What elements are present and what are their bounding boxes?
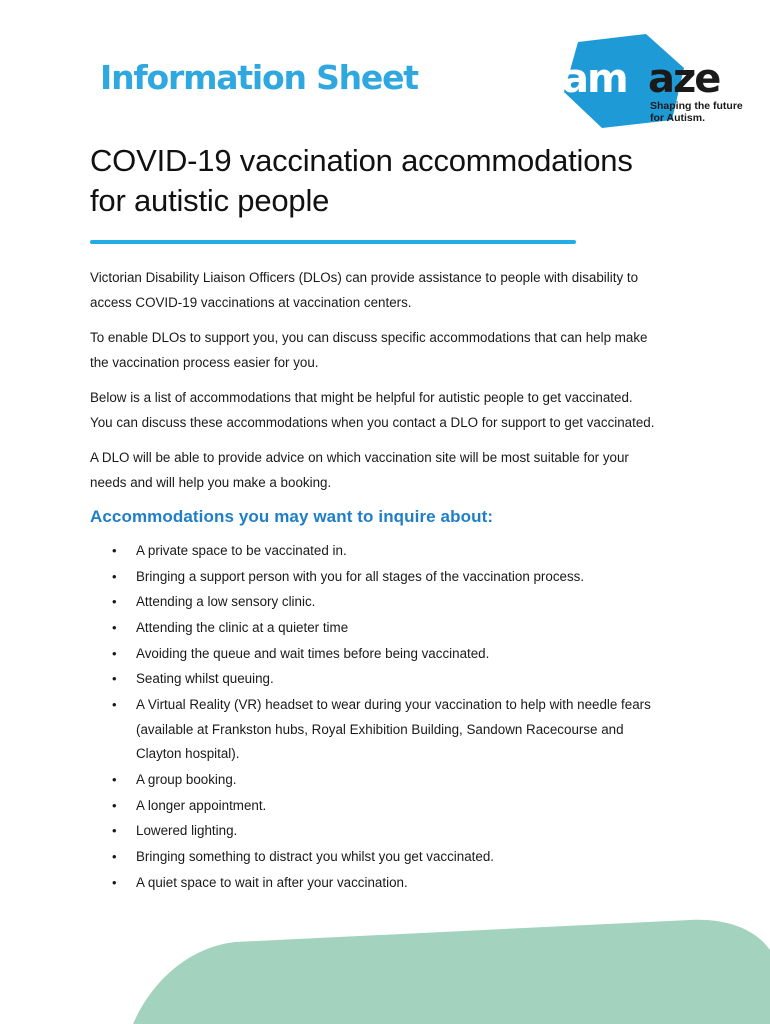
list-item-text: Attending a low sensory clinic. — [136, 594, 316, 610]
accommodations-list — [112, 539, 712, 896]
list-item-text: Avoiding the queue and wait times before being vaccinated. — [136, 645, 490, 661]
bullet-icon: • — [112, 645, 117, 661]
footer-wave-shape — [133, 920, 770, 1024]
list-item-text: A group booking. — [136, 771, 237, 787]
list-item — [112, 794, 712, 819]
bullet-icon: • — [112, 797, 117, 813]
bullet-icon: • — [112, 848, 117, 864]
logo-tagline-line2: for Autism. — [650, 112, 706, 124]
intro-text — [90, 266, 690, 506]
logo-wordmark-am: am — [562, 56, 627, 102]
list-item-text: A quiet space to wait in after your vaccination. — [136, 874, 408, 890]
list-item — [112, 642, 712, 667]
list-item-text: A Virtual Reality (VR) headset to wear during your vaccination to help with needle fears — [136, 697, 651, 713]
list-item-text: Bringing a support person with you for all stages of the vaccination process. — [136, 568, 585, 584]
page-title — [90, 141, 710, 221]
bullet-icon: • — [112, 620, 117, 636]
list-item-text: (available at Frankston hubs, Royal Exhibition Building, Sandown Racecourse and — [136, 721, 624, 737]
list-item-text: A longer appointment. — [136, 797, 267, 813]
sheet-label: Information Sheet — [100, 58, 418, 97]
bullet-icon: • — [112, 697, 117, 713]
paragraph-line: the vaccination process easier for you. — [90, 354, 319, 370]
logo-tagline-line1: Shaping the future — [650, 100, 743, 112]
list-item — [112, 667, 712, 692]
paragraph-line: needs and will help you make a booking. — [90, 474, 332, 490]
accommodations-heading: Accommodations you may want to inquire about: — [90, 507, 494, 526]
list-item-text: Bringing something to distract you whilst you get vaccinated. — [136, 848, 495, 864]
list-item — [112, 768, 712, 793]
paragraph-line: access COVID-19 vaccinations at vaccination centers. — [90, 294, 412, 310]
intro-paragraph — [90, 266, 690, 315]
list-item-text: Clayton hospital). — [136, 746, 240, 762]
list-item — [112, 819, 712, 844]
logo-wordmark-aze: aze — [648, 56, 720, 102]
intro-paragraph — [90, 446, 690, 495]
amaze-logo — [556, 30, 746, 130]
intro-paragraph — [90, 326, 690, 375]
bullet-icon: • — [112, 874, 117, 890]
paragraph-line: Below is a list of accommodations that might be helpful for autistic people to get vaccinated. — [90, 390, 633, 405]
list-item — [112, 590, 712, 615]
bullet-icon: • — [112, 594, 117, 610]
bullet-icon: • — [112, 568, 117, 584]
paragraph-line: A DLO will be able to provide advice on which vaccination site will be most suitable for your — [90, 450, 629, 465]
list-item-text: A private space to be vaccinated in. — [136, 543, 347, 558]
paragraph-line: To enable DLOs to support you, you can discuss specific accommodations that can help make — [90, 330, 648, 345]
bullet-icon: • — [112, 771, 117, 787]
list-item — [112, 693, 712, 767]
page-title-line: for autistic people — [90, 183, 330, 218]
list-item — [112, 871, 712, 896]
bullet-icon: • — [112, 543, 117, 558]
bullet-icon: • — [112, 823, 117, 839]
list-item-text: Seating whilst queuing. — [136, 671, 274, 687]
list-item — [112, 616, 712, 641]
page-title-line: COVID-19 vaccination accommodations — [90, 143, 633, 178]
intro-paragraph — [90, 386, 690, 435]
list-item — [112, 539, 712, 564]
list-item — [112, 565, 712, 590]
bullet-icon: • — [112, 671, 117, 687]
paragraph-line: Victorian Disability Liaison Officers (DLOs) can provide assistance to people with disability to — [90, 270, 639, 285]
title-underline-divider — [90, 240, 576, 244]
list-item-text: Attending the clinic at a quieter time — [136, 620, 349, 636]
list-item — [112, 845, 712, 870]
paragraph-line: You can discuss these accommodations when you contact a DLO for support to get vaccinated. — [90, 414, 655, 430]
list-item-text: Lowered lighting. — [136, 823, 238, 839]
